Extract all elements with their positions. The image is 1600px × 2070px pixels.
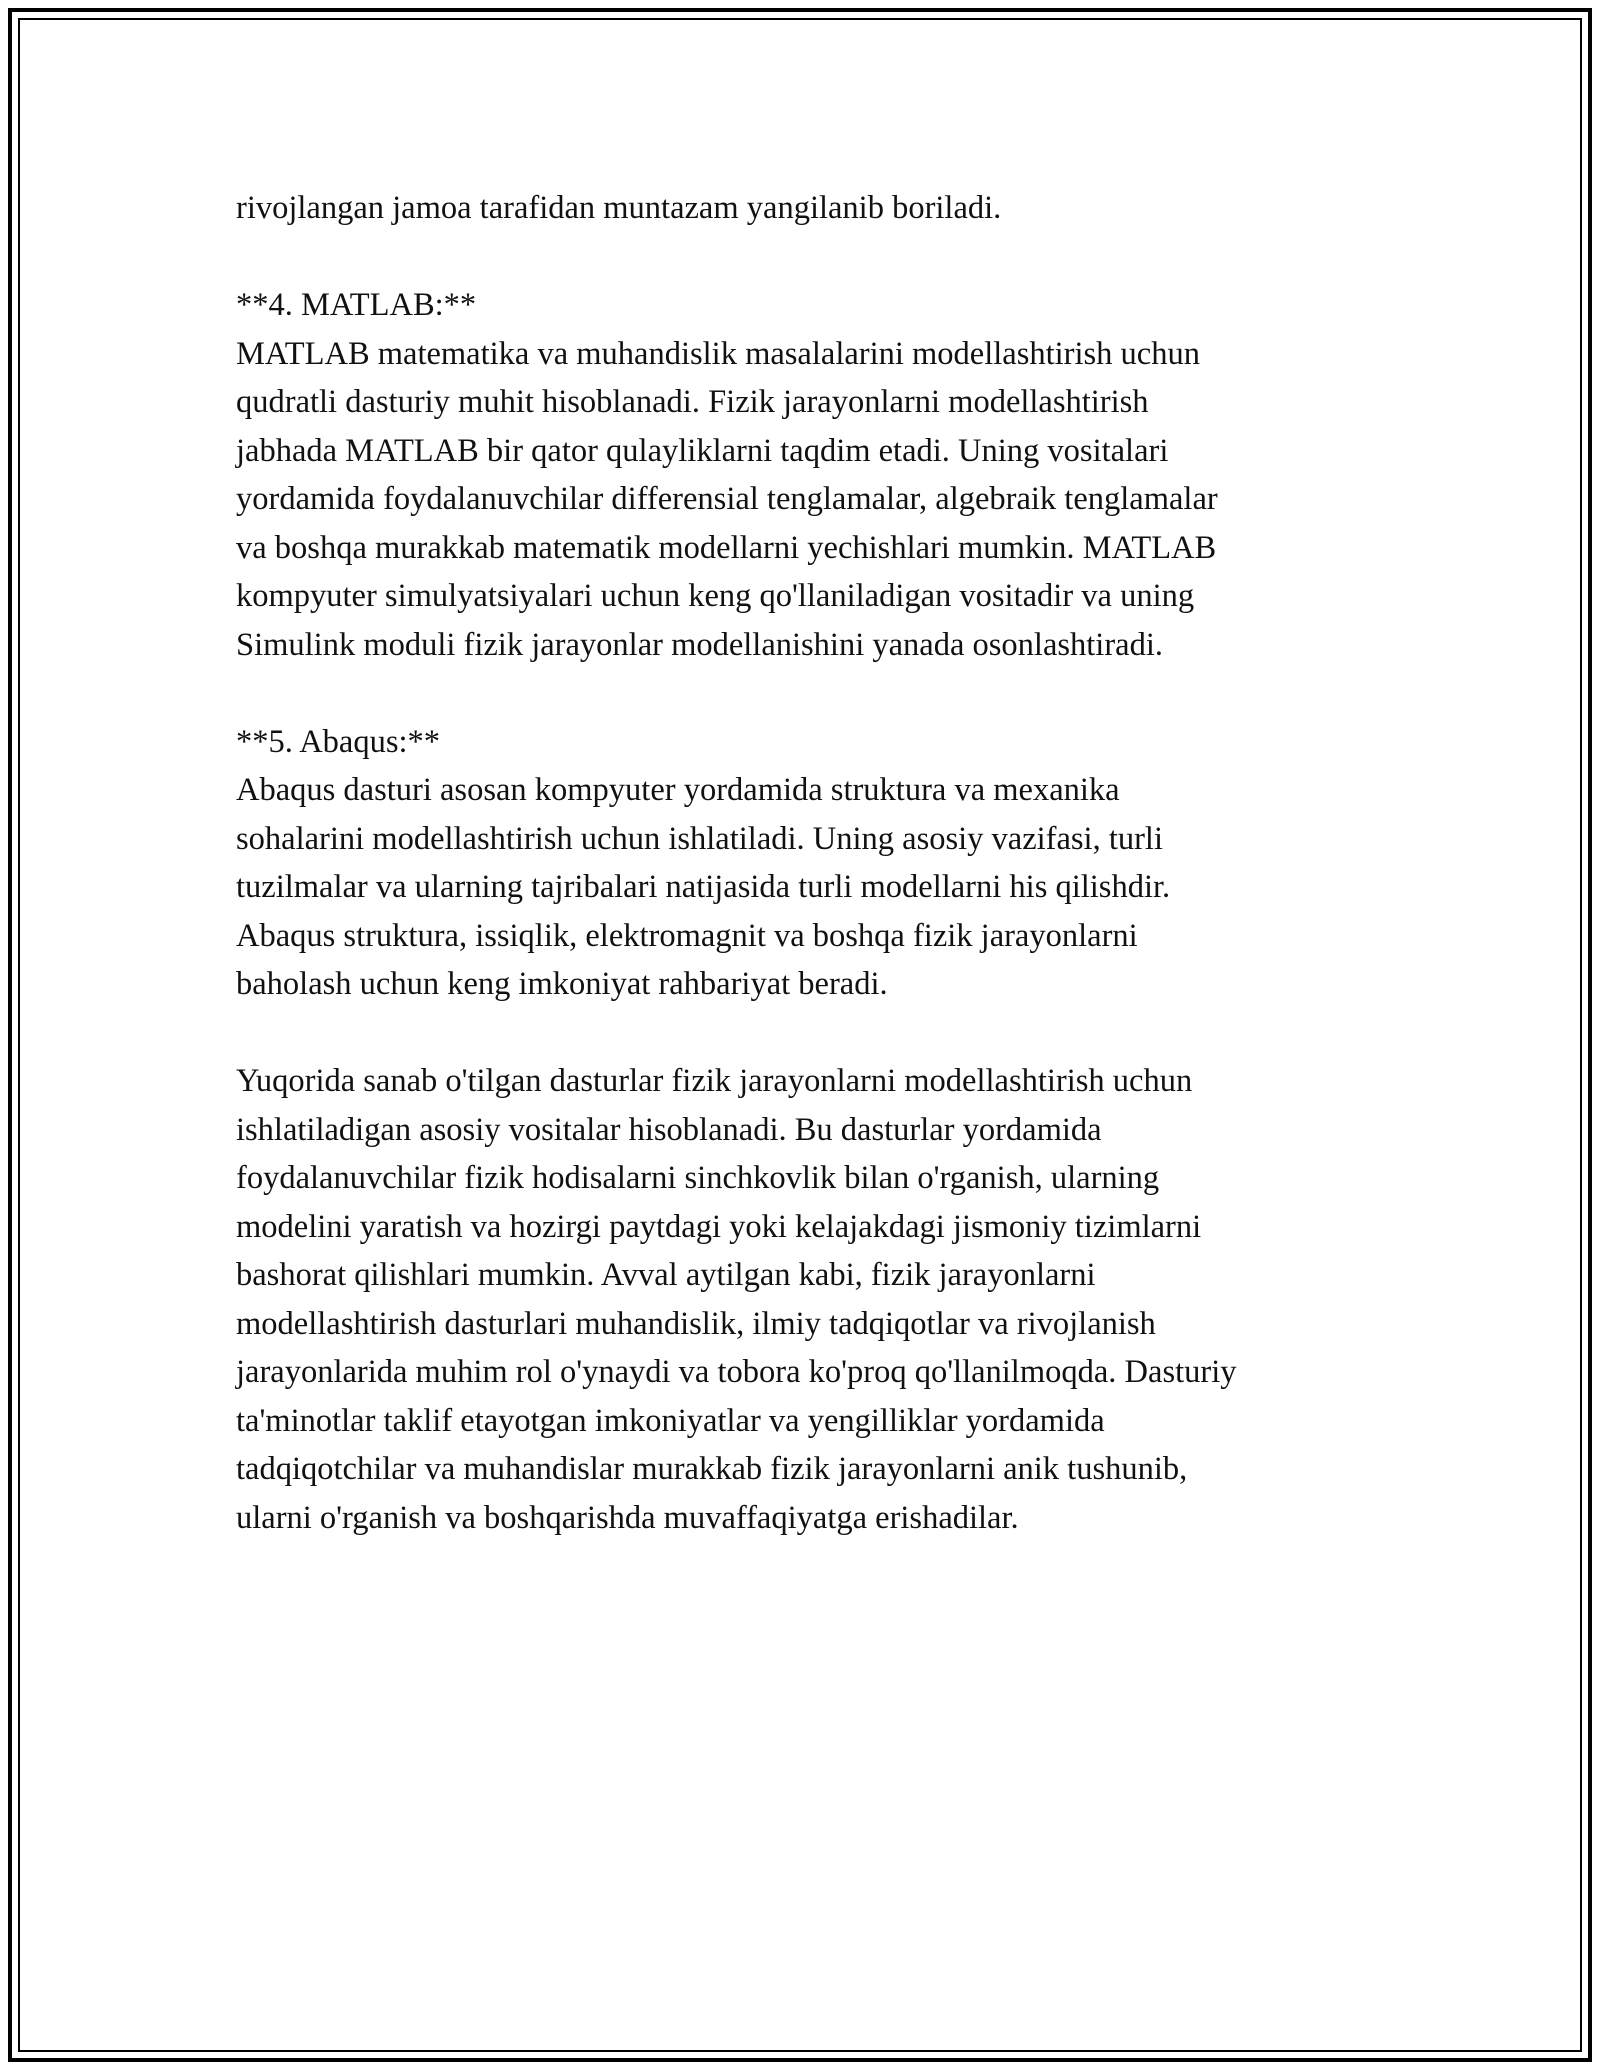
matlab-line: MATLAB matematika va muhandislik masalalarini modellashtirish uchun — [236, 335, 1200, 372]
paragraph-gap — [236, 1009, 1376, 1058]
conclusion-line: ishlatiladigan asosiy vositalar hisoblanadi. Bu dasturlar yordamida — [236, 1111, 1102, 1148]
conclusion-line: jarayonlarida muhim rol o'ynaydi va tobora ko'proq qo'llanilmoqda. Dasturiy — [236, 1354, 1237, 1390]
conclusion-paragraph — [236, 1057, 1376, 1542]
section-heading-matlab: **4. MATLAB:** — [236, 287, 477, 323]
document-body — [236, 184, 1376, 1542]
conclusion-line: foydalanuvchilar fizik hodisalarni sinchkovlik bilan o'rganish, ularning — [236, 1160, 1160, 1196]
abaqus-line: Abaqus struktura, issiqlik, elektromagnit va boshqa fizik jarayonlarni — [236, 917, 1138, 954]
conclusion-line: ularni o'rganish va boshqarishda muvaffaqiyatga erishadilar. — [236, 1499, 1019, 1536]
conclusion-line: tadqiqotchilar va muhandislar murakkab fizik jarayonlarni anik tushunib, — [236, 1451, 1188, 1487]
section-heading-abaqus: **5. Abaqus:** — [236, 723, 441, 760]
matlab-line: qudratli dasturiy muhit hisoblanadi. Fizik jarayonlarni modellashtirish — [236, 384, 1149, 420]
abaqus-line: tuzilmalar va ularning tajribalari natijasida turli modellarni his qilishdir. — [236, 869, 1171, 905]
paragraph-gap — [236, 669, 1376, 718]
conclusion-line: bashorat qilishlari mumkin. Avval aytilgan kabi, fizik jarayonlarni — [236, 1257, 1096, 1293]
conclusion-line: ta'minotlar taklif etayotgan imkoniyatlar va yengilliklar yordamida — [236, 1402, 1105, 1439]
matlab-line: yordamida foydalanuvchilar differensial tenglamalar, algebraik tenglamalar — [236, 481, 1218, 517]
matlab-line: va boshqa murakkab matematik modellarni yechishlari mumkin. MATLAB — [236, 529, 1217, 566]
abaqus-line: Abaqus dasturi asosan kompyuter yordamida struktura va mexanika — [236, 772, 1120, 808]
section-abaqus — [236, 718, 1376, 1009]
matlab-line: kompyuter simulyatsiyalari uchun keng qo'llaniladigan vositadir va uning — [236, 578, 1195, 614]
matlab-line: jabhada MATLAB bir qator qulayliklarni taqdim etadi. Uning vositalari — [236, 432, 1169, 469]
abaqus-line: baholash uchun keng imkoniyat rahbariyat beradi. — [236, 966, 888, 1002]
intro-line: rivojlangan jamoa tarafidan muntazam yangilanib boriladi. — [236, 190, 1002, 226]
paragraph-gap — [236, 233, 1376, 282]
conclusion-line: modellashtirish dasturlari muhandislik, ilmiy tadqiqotlar va rivojlanish — [236, 1305, 1156, 1342]
conclusion-line: Yuqorida sanab o'tilgan dasturlar fizik jarayonlarni modellashtirish uchun — [236, 1063, 1193, 1099]
matlab-line: Simulink moduli fizik jarayonlar modellanishini yanada osonlashtiradi. — [236, 626, 1163, 663]
section-matlab — [236, 281, 1376, 669]
conclusion-line: modelini yaratish va hozirgi paytdagi yoki kelajakdagi jismoniy tizimlarni — [236, 1208, 1202, 1245]
abaqus-line: sohalarini modellashtirish uchun ishlatiladi. Uning asosiy vazifasi, turli — [236, 820, 1163, 857]
